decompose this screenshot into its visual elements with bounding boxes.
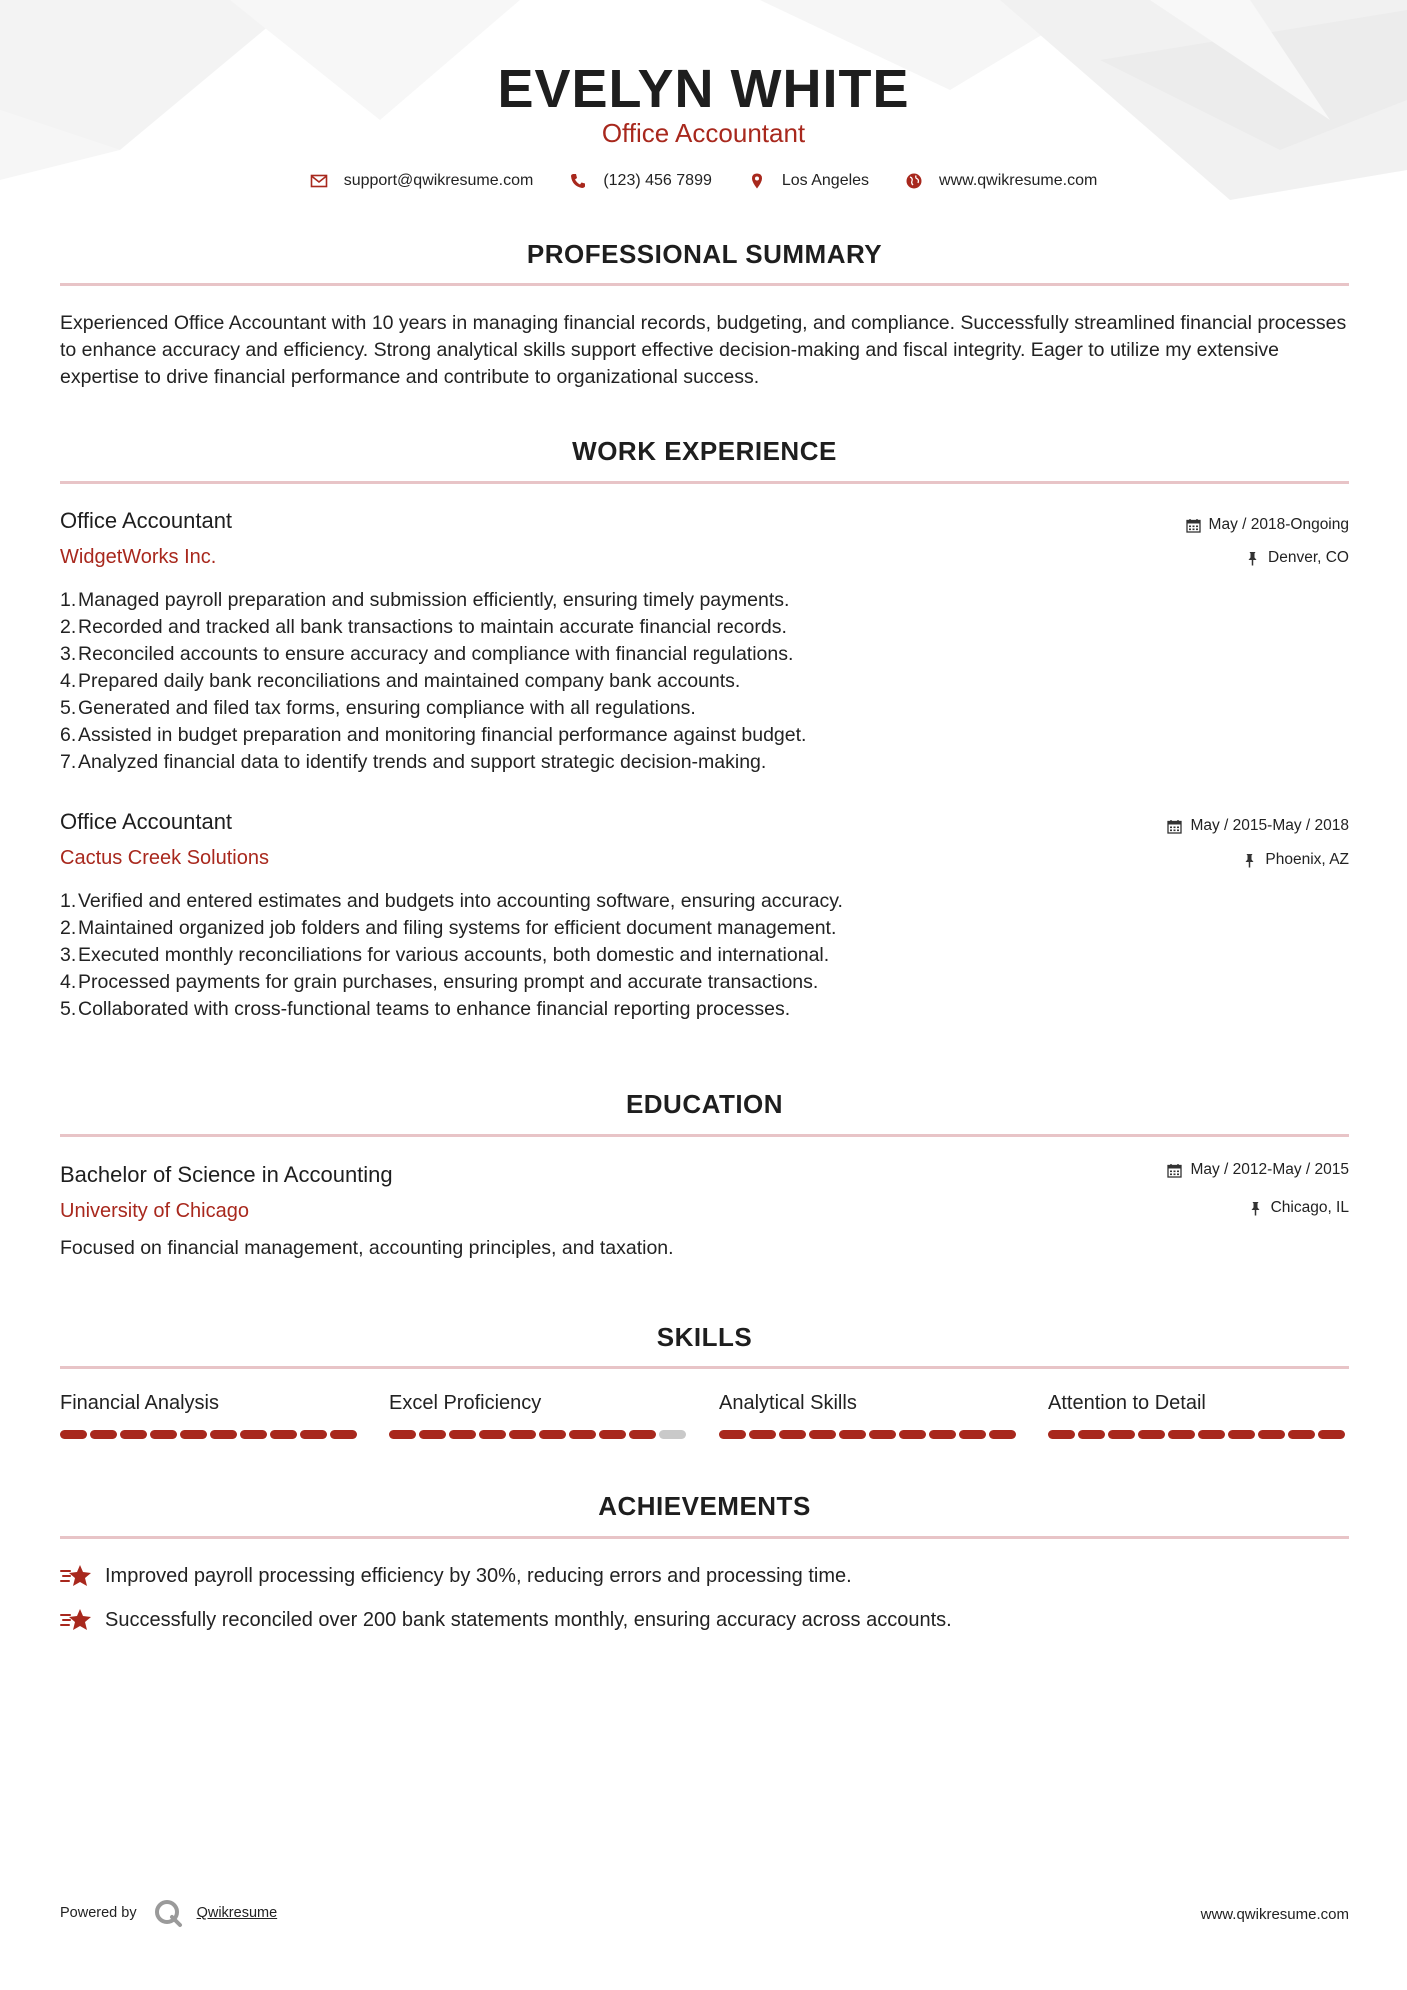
skill-segment-filled: [150, 1430, 177, 1439]
location-text: Los Angeles: [781, 172, 870, 189]
list-item: 3. Reconciled accounts to ensure accuracy and compliance with financial regulations.: [60, 643, 794, 665]
job-location-text: Denver, CO: [1268, 549, 1349, 566]
skill-label: Analytical Skills: [719, 1392, 857, 1414]
skill-segment-filled: [929, 1430, 956, 1439]
skill-segment-filled: [569, 1430, 596, 1439]
job-dates-text: May / 2018-Ongoing: [1208, 516, 1349, 533]
skill-segment-filled: [1228, 1430, 1255, 1439]
summary-divider: [60, 283, 1349, 286]
job-title: Office Accountant: [60, 809, 233, 834]
experience-heading: WORK EXPERIENCE: [572, 436, 837, 466]
candidate-name: EVELYN WHITE: [497, 59, 910, 119]
skill-segment-filled: [809, 1430, 836, 1439]
education-divider: [60, 1134, 1349, 1137]
contact-bar: [0, 172, 1407, 190]
skill-segment-filled: [120, 1430, 147, 1439]
contact-location: [748, 172, 869, 190]
skill-segment-filled: [1258, 1430, 1285, 1439]
skill-segment-filled: [330, 1430, 357, 1439]
phone-text: (123) 456 7899: [603, 172, 712, 189]
education-heading: EDUCATION: [625, 1089, 784, 1119]
globe-icon: [905, 172, 923, 190]
qwikresume-logo-icon: [153, 1898, 183, 1928]
skill-label: Attention to Detail: [1048, 1392, 1206, 1414]
achievements-heading: ACHIEVEMENTS: [598, 1491, 811, 1521]
skill-segment-filled: [180, 1430, 207, 1439]
footer-website[interactable]: www.qwikresume.com: [1200, 1906, 1349, 1923]
skill-segment-filled: [1168, 1430, 1195, 1439]
achievement-item: [60, 1563, 852, 1589]
skill-segment-filled: [479, 1430, 506, 1439]
contact-email[interactable]: [310, 172, 534, 190]
achievements-divider: [60, 1536, 1349, 1539]
skill-item: [719, 1392, 1021, 1415]
job-location-text: Phoenix, AZ: [1265, 851, 1349, 868]
school-name: University of Chicago: [60, 1200, 249, 1222]
skill-segment-filled: [1048, 1430, 1075, 1439]
list-item: 4. Prepared daily bank reconciliations and maintained company bank accounts.: [60, 670, 741, 692]
skill-segment-filled: [270, 1430, 297, 1439]
summary-heading: PROFESSIONAL SUMMARY: [526, 239, 883, 269]
skill-label: Excel Proficiency: [389, 1392, 542, 1414]
email-text: support@qwikresume.com: [343, 172, 534, 189]
skill-segment-filled: [300, 1430, 327, 1439]
job-company: WidgetWorks Inc.: [60, 546, 217, 568]
skill-level-bar: [1048, 1430, 1345, 1439]
skill-segment-empty: [659, 1430, 686, 1439]
skill-segment-filled: [539, 1430, 566, 1439]
job-dates: [1186, 516, 1349, 534]
qwikresume-link[interactable]: Qwikresume: [196, 1905, 278, 1921]
education-dates-text: May / 2012-May / 2015: [1190, 1161, 1349, 1178]
job-location: [1242, 851, 1349, 869]
list-item: 1. Managed payroll preparation and submission efficiently, ensuring timely payments.: [60, 589, 790, 611]
skill-segment-filled: [90, 1430, 117, 1439]
summary-text: Experienced Office Accountant with 10 years in managing financial records, budgeting, and compliance. Successfully streamlined financial processes to enhance accuracy and efficiency. Strong analytical skills support effective decision-making and fiscal integrity. Eager to utilize my extensive expertise to drive financial performance and contribute to organizational success.: [60, 312, 1347, 388]
skill-item: [60, 1392, 362, 1415]
footer-branding: [60, 1898, 277, 1928]
skill-segment-filled: [1288, 1430, 1315, 1439]
list-item: 5. Generated and filed tax forms, ensuring compliance with all regulations.: [60, 697, 696, 719]
education-location: [1248, 1199, 1349, 1217]
skill-segment-filled: [959, 1430, 986, 1439]
pushpin-icon: [1248, 1201, 1263, 1216]
list-item: 5. Collaborated with cross-functional teams to enhance financial reporting processes.: [60, 998, 791, 1020]
powered-by-label: Powered by: [60, 1905, 137, 1921]
skills-divider: [60, 1366, 1349, 1369]
job-responsibilities: [60, 587, 806, 776]
list-item: 6. Assisted in budget preparation and monitoring financial performance against budget.: [60, 724, 807, 746]
calendar-icon: [1167, 1163, 1182, 1178]
skill-segment-filled: [1078, 1430, 1105, 1439]
list-item: 2. Recorded and tracked all bank transactions to maintain accurate financial records.: [60, 616, 787, 638]
skills-heading: SKILLS: [656, 1322, 753, 1352]
job-location: [1245, 549, 1349, 567]
achievement-text: Successfully reconciled over 200 bank statements monthly, ensuring accuracy across accounts.: [105, 1608, 952, 1631]
phone-icon: [569, 172, 587, 190]
achievement-text: Improved payroll processing efficiency by 30%, reducing errors and processing time.: [105, 1564, 852, 1587]
skill-level-bar: [60, 1430, 357, 1439]
experience-divider: [60, 481, 1349, 484]
envelope-icon: [310, 172, 328, 190]
skill-segment-filled: [60, 1430, 87, 1439]
education-dates: [1167, 1161, 1349, 1179]
skill-segment-filled: [629, 1430, 656, 1439]
candidate-role: Office Accountant: [601, 118, 806, 148]
website-text: www.qwikresume.com: [939, 172, 1098, 189]
skill-segment-filled: [1108, 1430, 1135, 1439]
contact-website[interactable]: [905, 172, 1097, 190]
skill-item: [1048, 1392, 1350, 1415]
pushpin-icon: [1245, 551, 1260, 566]
skill-item: [389, 1392, 691, 1415]
skill-level-bar: [389, 1430, 686, 1439]
job-dates-text: May / 2015-May / 2018: [1190, 817, 1349, 834]
shooting-star-icon: [60, 1563, 92, 1589]
shooting-star-icon: [60, 1607, 92, 1633]
list-item: 1. Verified and entered estimates and budgets into accounting software, ensuring accuracy.: [60, 890, 843, 912]
contact-phone[interactable]: [569, 172, 712, 190]
skill-segment-filled: [869, 1430, 896, 1439]
skill-segment-filled: [509, 1430, 536, 1439]
list-item: 3. Executed monthly reconciliations for various accounts, both domestic and international.: [60, 944, 830, 966]
calendar-icon: [1186, 518, 1201, 533]
skill-segment-filled: [749, 1430, 776, 1439]
skill-segment-filled: [240, 1430, 267, 1439]
skill-label: Financial Analysis: [60, 1392, 219, 1414]
list-item: 2. Maintained organized job folders and filing systems for efficient document management.: [60, 917, 837, 939]
skill-segment-filled: [419, 1430, 446, 1439]
education-description: Focused on financial management, accounting principles, and taxation.: [60, 1237, 674, 1259]
skill-segment-filled: [989, 1430, 1016, 1439]
achievement-item: [60, 1607, 952, 1633]
skill-segment-filled: [1318, 1430, 1345, 1439]
skill-segment-filled: [210, 1430, 237, 1439]
skill-segment-filled: [779, 1430, 806, 1439]
job-title: Office Accountant: [60, 508, 233, 533]
degree-title: Bachelor of Science in Accounting: [60, 1162, 393, 1187]
pushpin-icon: [1242, 853, 1257, 868]
job-company: Cactus Creek Solutions: [60, 847, 269, 869]
skill-level-bar: [719, 1430, 1016, 1439]
skill-segment-filled: [899, 1430, 926, 1439]
calendar-icon: [1167, 819, 1182, 834]
job-responsibilities: [60, 888, 843, 1023]
skill-segment-filled: [719, 1430, 746, 1439]
skill-segment-filled: [1198, 1430, 1225, 1439]
job-dates: [1167, 817, 1349, 835]
skill-segment-filled: [1138, 1430, 1165, 1439]
skill-segment-filled: [449, 1430, 476, 1439]
skill-segment-filled: [839, 1430, 866, 1439]
skill-segment-filled: [599, 1430, 626, 1439]
list-item: 4. Processed payments for grain purchases, ensuring prompt and accurate transactions.: [60, 971, 819, 993]
skill-segment-filled: [389, 1430, 416, 1439]
list-item: 7. Analyzed financial data to identify trends and support strategic decision-making.: [60, 751, 767, 773]
education-location-text: Chicago, IL: [1270, 1199, 1349, 1216]
map-pin-icon: [748, 172, 766, 190]
